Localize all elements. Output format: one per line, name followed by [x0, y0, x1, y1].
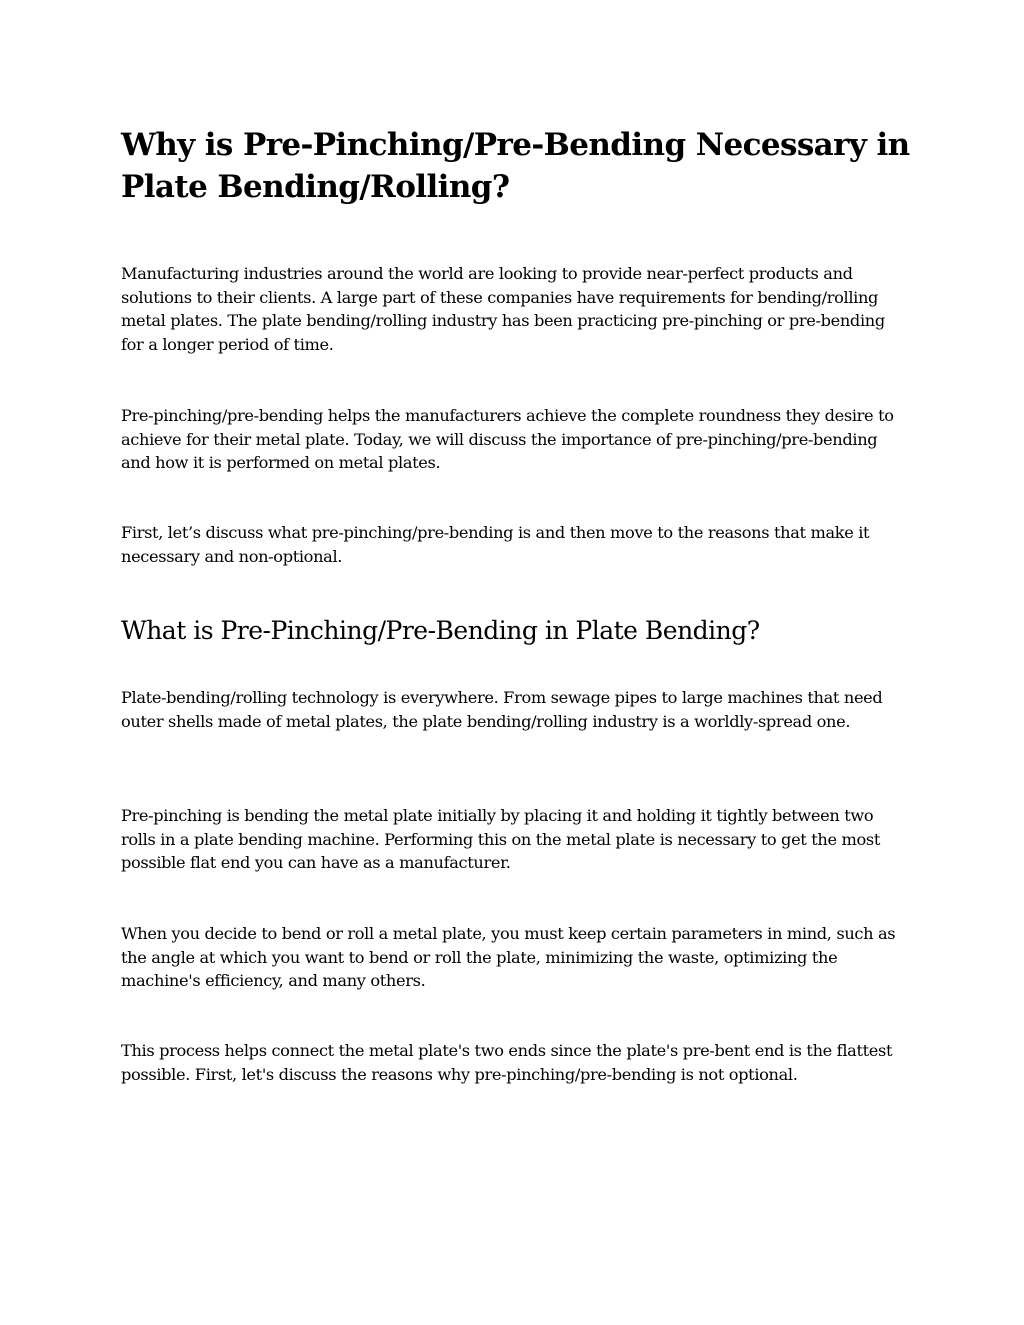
intro-paragraph-2: Pre-pinching/pre-bending helps the manufacturers achieve the complete roundness they desire to achieve for their metal plate. Today, we will discuss the importance of pre-pinching/pre-bending and how it is performed on metal plates.: [121, 406, 894, 473]
section-heading: What is Pre-Pinching/Pre-Bending in Plate Bending?: [121, 616, 760, 645]
document-title: Why is Pre-Pinching/Pre-Bending Necessary in Plate Bending/Rolling?: [121, 127, 910, 205]
intro-paragraph-1: Manufacturing industries around the world are looking to provide near-perfect products and solutions to their clients. A large part of these companies have requirements for bending/rolling metal plates. The plate bending/rolling industry has been practicing pre-pinching or pre-bending for a longer period of time.: [121, 264, 885, 354]
section-paragraph-3: When you decide to bend or roll a metal plate, you must keep certain parameters in mind, such as the angle at which you want to bend or roll the plate, minimizing the waste, optimizing the machine's efficiency, and many others.: [121, 924, 896, 991]
intro-paragraph-3: First, let’s discuss what pre-pinching/pre-bending is and then move to the reasons that make it necessary and non-optional.: [121, 523, 870, 566]
section-paragraph-4: This process helps connect the metal plate's two ends since the plate's pre-bent end is the flattest possible. First, let's discuss the reasons why pre-pinching/pre-bending is not optional.: [121, 1041, 893, 1084]
section-paragraph-2: Pre-pinching is bending the metal plate initially by placing it and holding it tightly between two rolls in a plate bending machine. Performing this on the metal plate is necessary to get the most possible flat end you can have as a manufacturer.: [121, 806, 881, 873]
section-paragraph-1: Plate-bending/rolling technology is everywhere. From sewage pipes to large machines that need outer shells made of metal plates, the plate bending/rolling industry is a worldly-spread one.: [121, 688, 883, 731]
